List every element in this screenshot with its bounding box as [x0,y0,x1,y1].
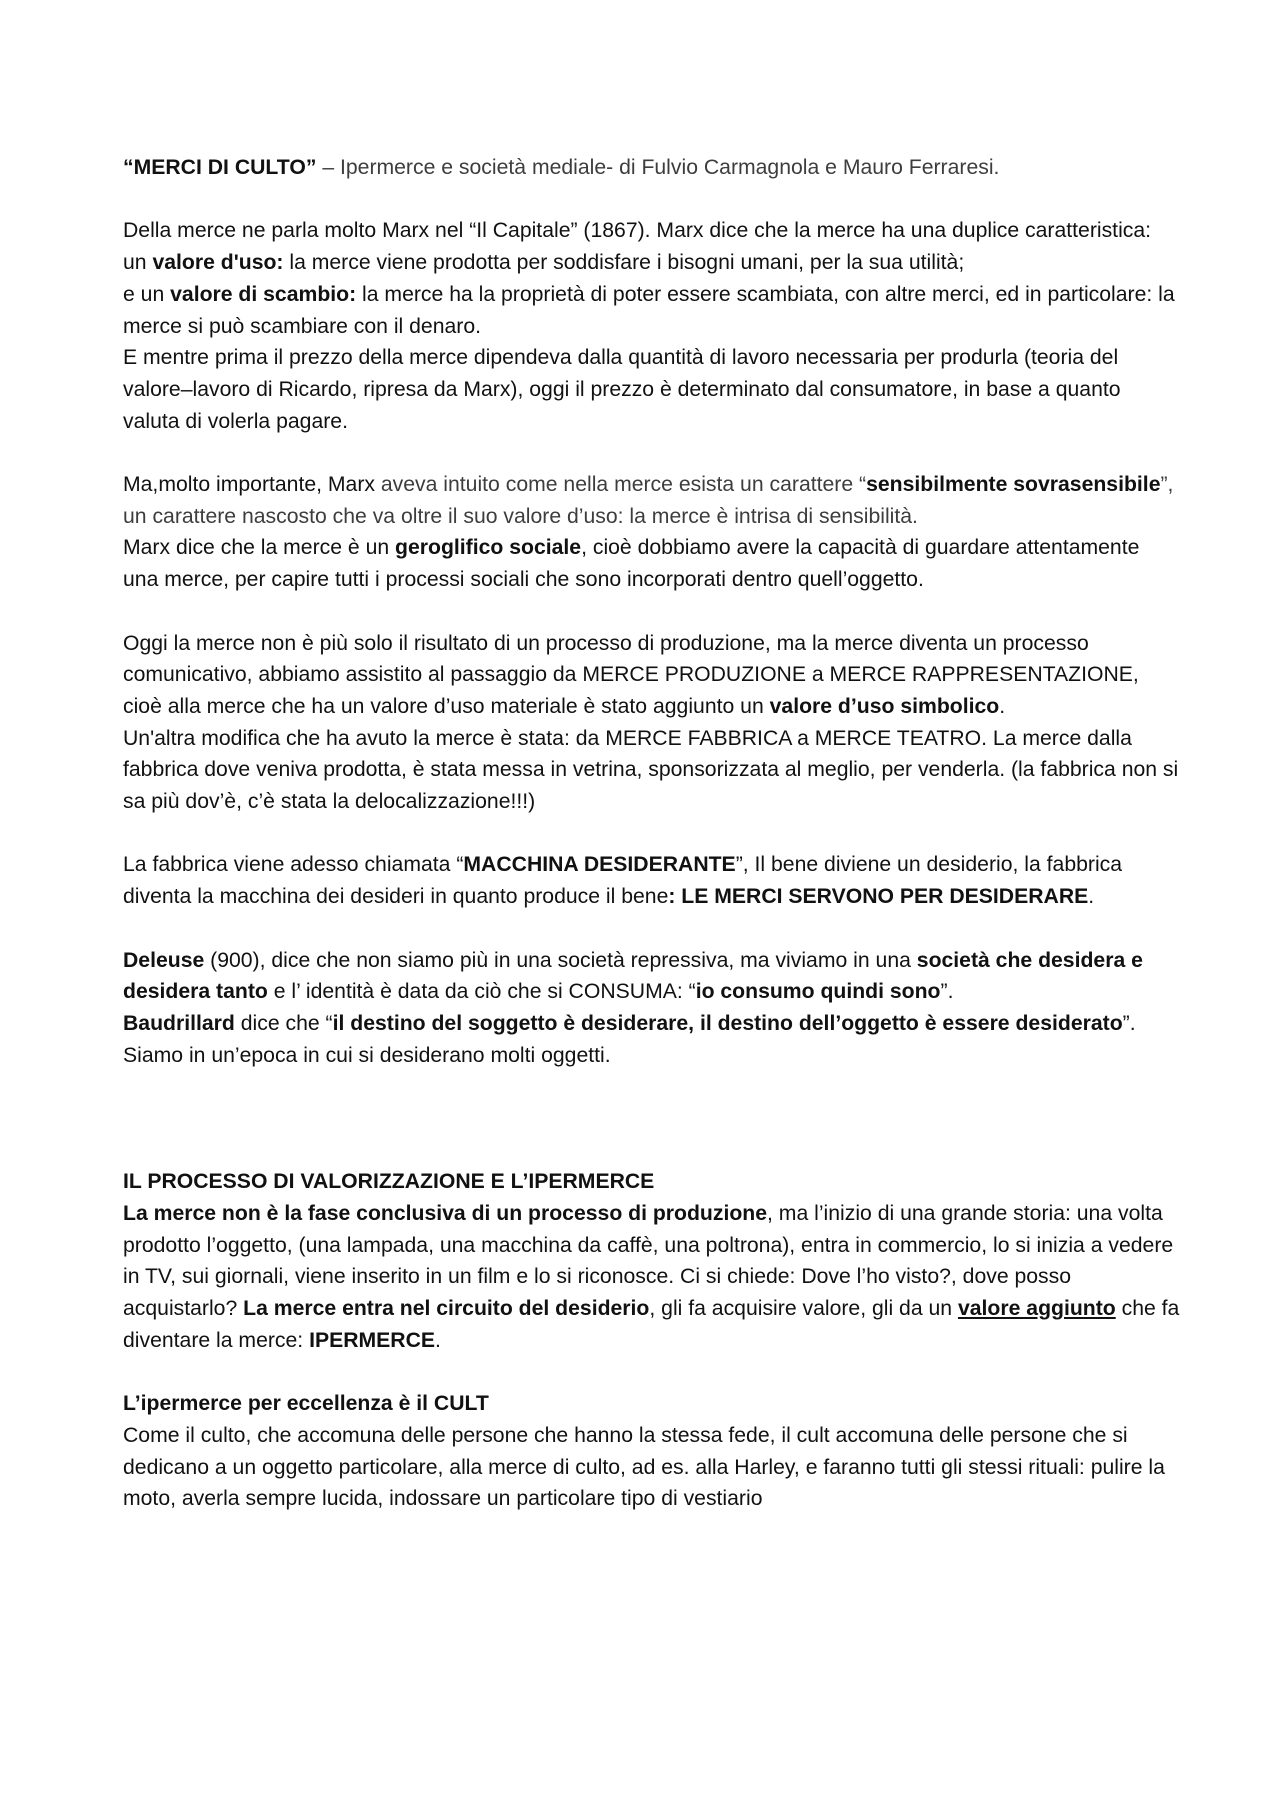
bold-term: La merce entra nel circuito del desiderio [243,1297,650,1321]
bold-term: geroglifico sociale [395,536,582,560]
bold-term: La merce non è la fase conclusiva di un processo di produzione [123,1202,768,1226]
text-span: ”, un carattere nascosto che va oltre il suo valore d’uso: la merce è intrisa di sensibilità. [123,473,1174,528]
paragraph-sensibile [123,469,1180,532]
text-span: . [999,694,1006,718]
document-subtitle: – Ipermerce e società mediale- di Fulvio Carmagnola e Mauro Ferraresi. [316,156,1000,179]
paragraph-teatro: Un'altra modifica che ha avuto la merce è stata: da MERCE FABBRICA a MERCE TEATRO. La merce dalla fabbrica dove veniva prodotta, è stata messa in vetrina, sponsorizzata al meglio, per venderla. (la fabbrica non si sa più dov’è, c’è stata la delocalizzazione!!!) [123,726,1179,814]
bold-term: IPERMERCE [309,1328,436,1352]
paragraph-valore-scambio [123,279,1180,342]
paragraph-ipermerce [123,1198,1180,1357]
text-span: Oggi la merce non è più solo il risultato di un processo di produzione, ma la merce diventa un processo comunicativo, abbiamo assistito al passaggio da MERCE PRODUZIONE a MERCE RAPPRESENTAZIONE, cioè alla merce che ha un valore d’uso materiale è stato aggiunto un [123,631,1139,718]
paragraph-marx-intro: Della merce ne parla molto Marx nel “Il Capitale” (1867). Marx dice che la merce ha una duplice caratteristica: [123,219,1152,243]
bold-term: valore d’uso simbolico [769,694,1000,718]
paragraph-valore-uso [123,247,1180,279]
text-span: e l’ identità è data da ciò che si CONSUMA: “ [267,980,696,1004]
text-span: ”. [940,980,954,1004]
text-span: . [1088,885,1095,909]
bold-term: valore d'uso: [152,251,284,275]
text-span: . [435,1328,441,1352]
bold-term: : LE MERCI SERVONO PER DESIDERARE [668,885,1089,909]
paragraph-baudrillard [123,1008,1180,1071]
paragraph-prezzo: E mentre prima il prezzo della merce dipendeva dalla quantità di lavoro necessaria per produrla (teoria del valore–lavoro di Ricardo, ripresa da Marx), oggi il prezzo è determinato dal consumatore, in base a quanto valuta di volerla pagare. [123,346,1121,433]
paragraph-deleuse [123,945,1180,1008]
paragraph-rappresentazione [123,628,1180,723]
bold-term: Deleuse [123,948,205,972]
text-span: (900), dice che non siamo più in una società repressiva, ma viviamo in una [204,948,917,972]
bold-term: società che desidera e desidera tanto [123,948,1143,1004]
paragraph-cult: Come il culto, che accomuna delle persone che hanno la stessa fede, il cult accomuna delle persone che si dedicano a un oggetto particolare, alla merce di culto, ad es. alla Harley, e faranno tutti gli stessi rituali: pulire la moto, averla sempre lucida, indossare un particolare tipo di vestiario [123,1423,1165,1511]
section-heading-cult [123,1388,1180,1420]
text-span: ”, Il bene diviene un desiderio, la fabbrica diventa la macchina dei desideri in quanto produce il bene [123,853,1123,909]
text-span: che fa diventare la merce: [123,1297,1180,1352]
paragraph-macchina-desiderante [123,849,1180,912]
text-span: Ma,molto importante, Marx [123,473,375,496]
text-span: e un [123,282,171,306]
heading-text: IL PROCESSO DI VALORIZZAZIONE E L’IPERMERCE [123,1170,655,1194]
bold-term: Baudrillard [123,1011,235,1035]
text-span: la merce ha la proprietà di poter essere scambiata, con altre merci, ed in particolare: la merce si può scambiare con il denaro. [123,282,1175,338]
bold-term: MACCHINA DESIDERANTE [463,853,736,877]
underlined-term: valore aggiunto [957,1297,1116,1321]
section-heading-valorizzazione [123,1166,1180,1198]
text-span: dice che “ [234,1011,333,1035]
heading-text: L’ipermerce per eccellenza è il CULT [123,1392,489,1416]
text-span: ”. Siamo in un’epoca in cui si desiderano molti oggetti. [123,1011,1136,1067]
text-span: Marx dice che la merce è un [123,536,396,560]
bold-term: il destino del soggetto è desiderare, il destino dell’oggetto è essere desiderato [332,1011,1123,1035]
text-span: aveva intuito come nella merce esista un carattere “ [374,473,867,496]
document-title: “MERCI DI CULTO” [123,156,317,179]
text-span: la merce viene prodotta per soddisfare i bisogni umani, per la sua utilità; [283,251,965,275]
text-span: , cioè dobbiamo avere la capacità di guardare attentamente una merce, per capire tutti i processi sociali che sono incorporati dentro quell’oggetto. [123,536,1140,592]
text-span: , gli fa acquisire valore, gli da un [649,1297,958,1321]
text-span: un [123,251,153,275]
paragraph-geroglifico [123,532,1180,595]
text-span: La fabbrica viene adesso chiamata “ [123,853,464,877]
bold-term: io consumo quindi sono [695,980,941,1004]
text-span: , ma l’inizio di una grande storia: una volta prodotto l’oggetto, (una lampada, una macchina da caffè, una poltrona), entra in commercio, lo si inizia a vedere in TV, sui giornali, viene inserito in un film e lo si riconosce. Ci si chiede: Dove l’ho visto?, dove posso acquistarlo? [123,1202,1174,1321]
bold-term: valore di scambio: [170,282,357,306]
document-title-line [123,152,1180,184]
bold-term: sensibilmente sovrasensibile [866,473,1161,496]
